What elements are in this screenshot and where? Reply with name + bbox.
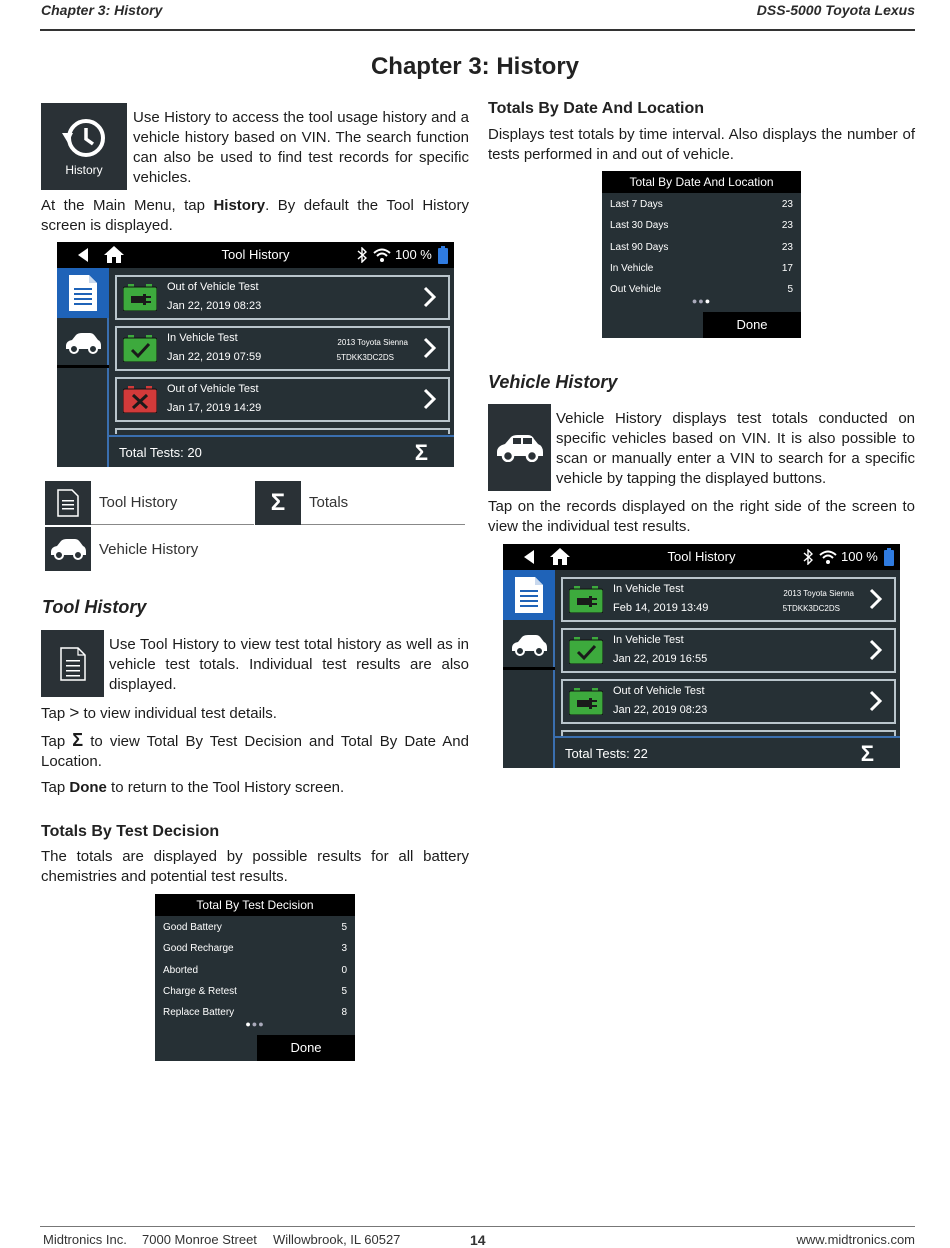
page-dots: ●●●: [691, 296, 712, 306]
legend-document-tile: [45, 481, 91, 525]
wifi-icon: [373, 248, 391, 262]
tap3-post: to return to the Tool History screen.: [106, 779, 345, 796]
record-test-type: In Vehicle Test: [167, 332, 238, 344]
totals-by-date-heading: Totals By Date And Location: [488, 100, 705, 117]
record-vehicle-model: 2013 Toyota Sienna: [337, 338, 408, 347]
totals-row-value: 5: [341, 985, 347, 997]
battery-status-icon: [569, 637, 603, 664]
total-tests-label: Total Tests: 20: [119, 445, 202, 460]
screen-sidebar: [57, 268, 109, 467]
totals-row-label: Out Vehicle: [610, 284, 662, 296]
tap-records-instruction: Tap on the records displayed on the right side of the screen to view the individual test results.: [488, 498, 915, 535]
record-vehicle-vin: 5TDKK3DC2DS: [782, 604, 840, 613]
sidebar-vehicle-history-tab[interactable]: [503, 622, 555, 670]
chevron-right-icon[interactable]: [868, 639, 882, 666]
record-test-type: Out of Vehicle Test: [167, 383, 259, 395]
main-menu-post: . By default the Tool History screen is displayed.: [41, 197, 469, 234]
battery-status-icon: [123, 335, 157, 362]
legend-vehicle-history-label: Vehicle History: [99, 540, 199, 558]
main-menu-bold: History: [213, 197, 266, 214]
test-record-row[interactable]: [561, 628, 896, 673]
document-icon: [67, 273, 99, 313]
page-dots: ●●●: [245, 1019, 265, 1029]
totals-row-value: 0: [341, 964, 347, 976]
document-outline-icon: [59, 646, 87, 682]
test-record-row[interactable]: [115, 326, 450, 371]
car-icon: [64, 332, 102, 354]
footer-company: Midtronics Inc.: [43, 1232, 127, 1247]
totals-row-value: 8: [341, 1007, 347, 1019]
battery-status-icon: [569, 586, 603, 613]
document-outline-icon: [56, 488, 80, 518]
running-header-chapter: Chapter 3: History: [41, 2, 163, 18]
total-tests-label: Total Tests: 22: [565, 746, 648, 761]
total-by-decision-panel: [155, 894, 355, 1061]
record-test-type: Out of Vehicle Test: [167, 281, 259, 293]
vehicle-history-heading: Vehicle History: [488, 372, 618, 392]
car-icon: [510, 634, 548, 656]
tool-history-screen-1: [57, 242, 454, 467]
totals-row-label: In Vehicle: [610, 262, 654, 274]
chevron-symbol: >: [69, 703, 80, 722]
record-date: Jan 22, 2019 08:23: [167, 300, 262, 312]
totals-row-label: Replace Battery: [163, 1007, 235, 1019]
totals-row-value: 5: [787, 284, 793, 296]
record-vehicle-info: [337, 335, 408, 365]
screen-top-bar: [503, 544, 900, 570]
legend-totals: [255, 481, 465, 525]
tap-details-instruction: [41, 703, 469, 724]
totals-sigma-button[interactable]: Σ: [860, 741, 874, 766]
record-vehicle-vin: 5TDKK3DC2DS: [336, 353, 394, 362]
legend-sigma-tile: [255, 481, 301, 525]
page-number: 14: [470, 1232, 486, 1248]
tool-history-icon-tile: [41, 630, 104, 697]
done-button[interactable]: Done: [703, 312, 801, 338]
totals-row-value: 3: [341, 943, 347, 955]
vehicle-history-text: Vehicle History displays test totals conducted on specific vehicles based on VIN. It is also possible to scan or manually enter a VIN to search for a specific vehicle by tapping the displayed buttons.: [556, 410, 915, 487]
screen-title: Tool History: [221, 247, 290, 262]
battery-level-icon: [884, 548, 894, 566]
screen-sidebar: [503, 570, 555, 768]
footer-city: Willowbrook, IL 60527: [273, 1232, 401, 1247]
running-header-product: DSS-5000 Toyota Lexus: [756, 2, 915, 18]
tap-totals-instruction: [41, 730, 469, 772]
chevron-right-icon[interactable]: [422, 286, 436, 313]
record-date: Jan 22, 2019 07:59: [167, 351, 262, 363]
totals-row-value: 23: [781, 199, 793, 210]
totals-row: [163, 965, 347, 985]
next-row-edge: [115, 428, 450, 434]
record-date: Jan 22, 2019 16:55: [613, 653, 708, 665]
totals-row-label: Aborted: [163, 964, 199, 976]
battery-status-icon: [569, 688, 603, 715]
tool-history-text: Use Tool History to view test total history as well as in vehicle test totals. Individual test results are also displayed.: [109, 636, 469, 693]
totals-row: [610, 220, 793, 240]
tool-history-screen-2: [503, 544, 900, 768]
test-record-row[interactable]: [115, 377, 450, 422]
record-date: Feb 14, 2019 13:49: [613, 602, 709, 614]
chapter-title: Chapter 3: History: [370, 53, 580, 80]
record-date: Jan 22, 2019 08:23: [613, 704, 708, 716]
totals-row-label: Last 90 Days: [610, 241, 669, 253]
totals-row-label: Charge & Retest: [163, 985, 237, 997]
bluetooth-icon: [357, 247, 367, 263]
header-rule: [40, 29, 915, 31]
history-icon-label: History: [65, 162, 103, 177]
test-record-row[interactable]: [115, 275, 450, 320]
tap3-bold: Done: [69, 779, 107, 796]
totals-row: [163, 922, 347, 942]
battery-level-icon: [438, 246, 448, 264]
document-icon: [513, 575, 545, 615]
decision-panel-title: Total By Test Decision: [155, 894, 355, 916]
tap1-post: to view individual test details.: [79, 705, 277, 722]
totals-row: [163, 986, 347, 1006]
main-menu-instruction: [41, 196, 469, 236]
tap2-pre: Tap: [41, 733, 73, 750]
totals-row-value: 5: [341, 922, 347, 933]
chevron-right-icon[interactable]: [868, 690, 882, 717]
totals-row: [610, 242, 793, 262]
legend-tool-history: [45, 481, 254, 525]
record-vehicle-model: 2013 Toyota Sienna: [783, 589, 854, 598]
date-panel-title: Total By Date And Location: [602, 171, 801, 193]
done-button[interactable]: Done: [257, 1035, 355, 1061]
legend-car-tile: [45, 527, 91, 571]
battery-percent: 100 %: [395, 247, 432, 262]
history-icon-tile: [41, 103, 127, 190]
record-test-type: In Vehicle Test: [613, 634, 684, 646]
tap2-post: to view Total By Test Decision and Total By Date And Location.: [41, 733, 469, 770]
totals-row-label: Good Recharge: [163, 943, 234, 955]
bluetooth-icon: [803, 549, 813, 565]
vehicle-history-icon-tile: [488, 404, 551, 491]
test-record-row[interactable]: [561, 679, 896, 724]
screen-title: Tool History: [667, 549, 736, 564]
sidebar-tool-history-tab[interactable]: [57, 268, 109, 318]
footer-street: 7000 Monroe Street: [142, 1232, 257, 1247]
tap1-pre: Tap: [41, 705, 70, 722]
totals-row-label: Last 7 Days: [610, 199, 663, 210]
totals-row-value: 23: [781, 241, 793, 253]
footer-rule: [40, 1226, 915, 1227]
sidebar-tool-history-tab[interactable]: [503, 570, 555, 620]
battery-percent: 100 %: [841, 549, 878, 564]
car-icon: [495, 434, 545, 462]
history-clock-icon: [60, 117, 108, 159]
totals-sigma-button[interactable]: Σ: [414, 440, 428, 465]
tap-done-instruction: [41, 778, 469, 798]
sidebar-vehicle-history-tab[interactable]: [57, 320, 109, 368]
totals-row-label: Last 30 Days: [610, 220, 669, 232]
totals-row: [163, 943, 347, 963]
tool-history-heading: Tool History: [42, 597, 147, 617]
record-vehicle-info: [783, 586, 854, 616]
chevron-right-icon[interactable]: [422, 337, 436, 364]
record-date: Jan 17, 2019 14:29: [167, 402, 262, 414]
main-menu-pre: At the Main Menu, tap: [41, 197, 214, 214]
footer-website[interactable]: www.midtronics.com: [796, 1232, 915, 1247]
totals-row: [610, 263, 793, 283]
totals-row-label: Good Battery: [163, 922, 222, 933]
totals-by-decision-text: The totals are displayed by possible results for all battery chemistries and potential test results.: [41, 848, 469, 885]
legend-totals-label: Totals: [309, 494, 349, 511]
record-test-type: In Vehicle Test: [613, 583, 684, 595]
tap3-pre: Tap: [41, 779, 70, 796]
totals-row-value: 23: [781, 220, 793, 232]
battery-status-icon: [123, 284, 157, 311]
sigma-symbol: Σ: [72, 730, 84, 750]
wifi-icon: [819, 550, 837, 564]
total-by-date-panel: [602, 171, 801, 338]
car-icon: [49, 538, 87, 560]
battery-status-icon: [123, 386, 157, 413]
record-test-type: Out of Vehicle Test: [613, 685, 705, 697]
legend-vehicle-history: [45, 527, 254, 571]
chevron-right-icon[interactable]: [868, 588, 882, 615]
test-record-row[interactable]: [561, 577, 896, 622]
totals-by-decision-heading: Totals By Test Decision: [41, 823, 220, 840]
history-intro-text: Use History to access the tool usage history and a vehicle history based on VIN. The search function can also be used to find test records for specific vehicles.: [133, 109, 469, 186]
legend-tool-history-label: Tool History: [99, 494, 178, 511]
chevron-right-icon[interactable]: [422, 388, 436, 415]
sigma-icon: Σ: [270, 488, 286, 516]
totals-by-date-text: Displays test totals by time interval. Also displays the number of tests performed in and out of vehicle.: [488, 126, 915, 163]
totals-row: [610, 199, 793, 219]
totals-row-value: 17: [781, 262, 793, 274]
screen-footer: [109, 435, 454, 467]
screen-footer: [555, 736, 900, 768]
screen-top-bar: [57, 242, 454, 268]
